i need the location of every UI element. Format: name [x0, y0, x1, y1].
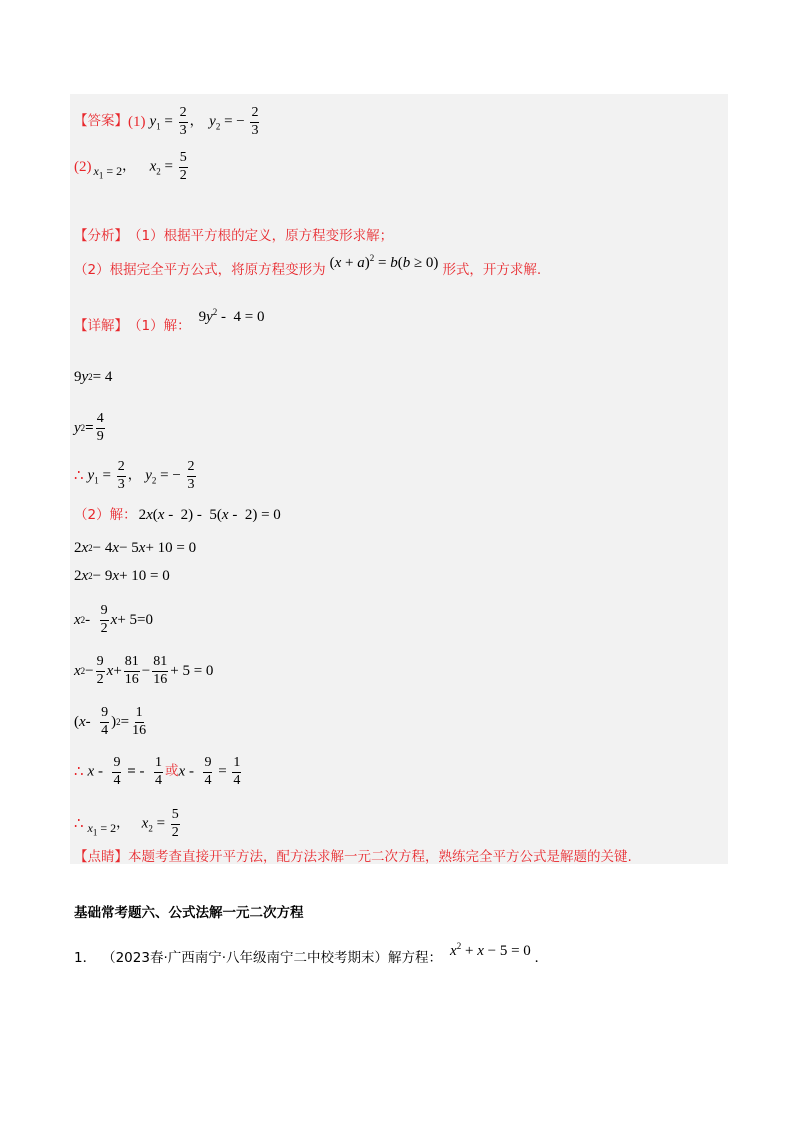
detail-eq-1: $9y^2 - 4 = 0$: [198, 307, 265, 325]
answer-x1: $x_1 = 2$: [93, 164, 123, 181]
detail-line-1: [74, 307, 265, 335]
detail-eq-3: y 2 = $\frac{4}{9}$: [74, 411, 104, 444]
analysis-formula: $(x + a)^2 = b(b \ge 0)$: [329, 253, 439, 271]
analysis-text-2: （2）根据完全平方公式，将原方程变形为: [74, 261, 326, 278]
question-source: （2023春·广西南宁·八年级南宁二中校考期末）解方程：: [102, 949, 443, 966]
remark-line: [74, 851, 632, 865]
detail-eq-5: 2 x 2 − 4 x − 5 x + 10 = 0: [74, 540, 197, 556]
detail-tag: 【详解】: [74, 317, 128, 334]
question-end: .: [534, 950, 539, 966]
answer-x2: $x_2$ = $\frac{5}{2}$: [149, 150, 187, 183]
analysis-line-1: [74, 230, 393, 244]
therefore-symbol-2: ∴: [74, 763, 84, 780]
therefore-symbol: ∴: [74, 467, 84, 484]
detail-eq-7: x 2 - $\frac{9}{2}$ x + 5=0: [74, 603, 154, 636]
question-equation: $x^2 + x - 5 = 0$: [450, 941, 531, 959]
answer-part2-prefix: (2): [74, 158, 92, 175]
comma-2: ，: [116, 815, 130, 832]
detail-eq-9: ( x - $\frac{9}{4}$ ) 2 = $\frac{1}{16}$: [74, 705, 147, 738]
comma-1: ，: [127, 467, 142, 484]
answer-tag: 【答案】: [74, 113, 128, 130]
section-title: 基础常考题六、公式法解一元二次方程: [74, 905, 304, 921]
answer-y1: $y_1$ = $\frac{2}{3}$: [149, 105, 187, 138]
question-number: 1．: [74, 949, 97, 966]
therefore-symbol-3: ∴: [74, 815, 84, 832]
answer-comma: ，: [189, 113, 204, 130]
detail-part2-label: （2）解：: [74, 506, 137, 523]
answer-part1-prefix: (1): [128, 113, 146, 130]
remark-tag: 【点睛】: [74, 849, 128, 865]
answer-line-1: [74, 106, 261, 138]
detail-eq-11: ∴ $x_1 = 2$ ， $x_2$ = $\frac{5}{2}$: [74, 807, 179, 840]
detail-eq-10: ∴ x - $\frac{9}{4}$ = - $\frac{1}{4}$ 或 x - $\frac{9}{4}$ = $\frac{1}{4}$: [74, 755, 241, 788]
detail-eq-2: 9 y 2 = 4: [74, 369, 113, 385]
detail-part1-label: （1）解：: [128, 317, 191, 334]
detail-line-2: （2）解： 2x(x - 2) - 5(x - 2) = 0: [74, 506, 281, 523]
or-word: 或: [165, 763, 179, 780]
analysis-tag: 【分析】: [74, 228, 128, 244]
analysis-line-2: [74, 253, 542, 279]
remark-text: 本题考查直接开平方法，配方法求解一元二次方程，熟练完全平方公式是解题的关键.: [128, 849, 632, 865]
answer-y2: $y_2$ = − $\frac{2}{3}$: [209, 105, 259, 138]
analysis-text-3: 形式，开方求解.: [442, 261, 542, 278]
analysis-text-1: （1）根据平方根的定义，原方程变形求解；: [128, 228, 394, 244]
detail-eq-4: ∴ $y_1$ = $\frac{2}{3}$ ， $y_2$ = − $\frac{2}{3}$: [74, 459, 195, 492]
detail-eq-6: 2 x 2 − 9 x + 10 = 0: [74, 568, 170, 584]
detail-eq-8: x 2 − $\frac{9}{2}$ x + $\frac{81}{16}$ − $\frac{81}{16}$ + 5 = 0: [74, 654, 214, 687]
question-1: [74, 941, 539, 967]
answer-comma-2: ，: [122, 158, 136, 175]
answer-line-2: [74, 151, 190, 183]
